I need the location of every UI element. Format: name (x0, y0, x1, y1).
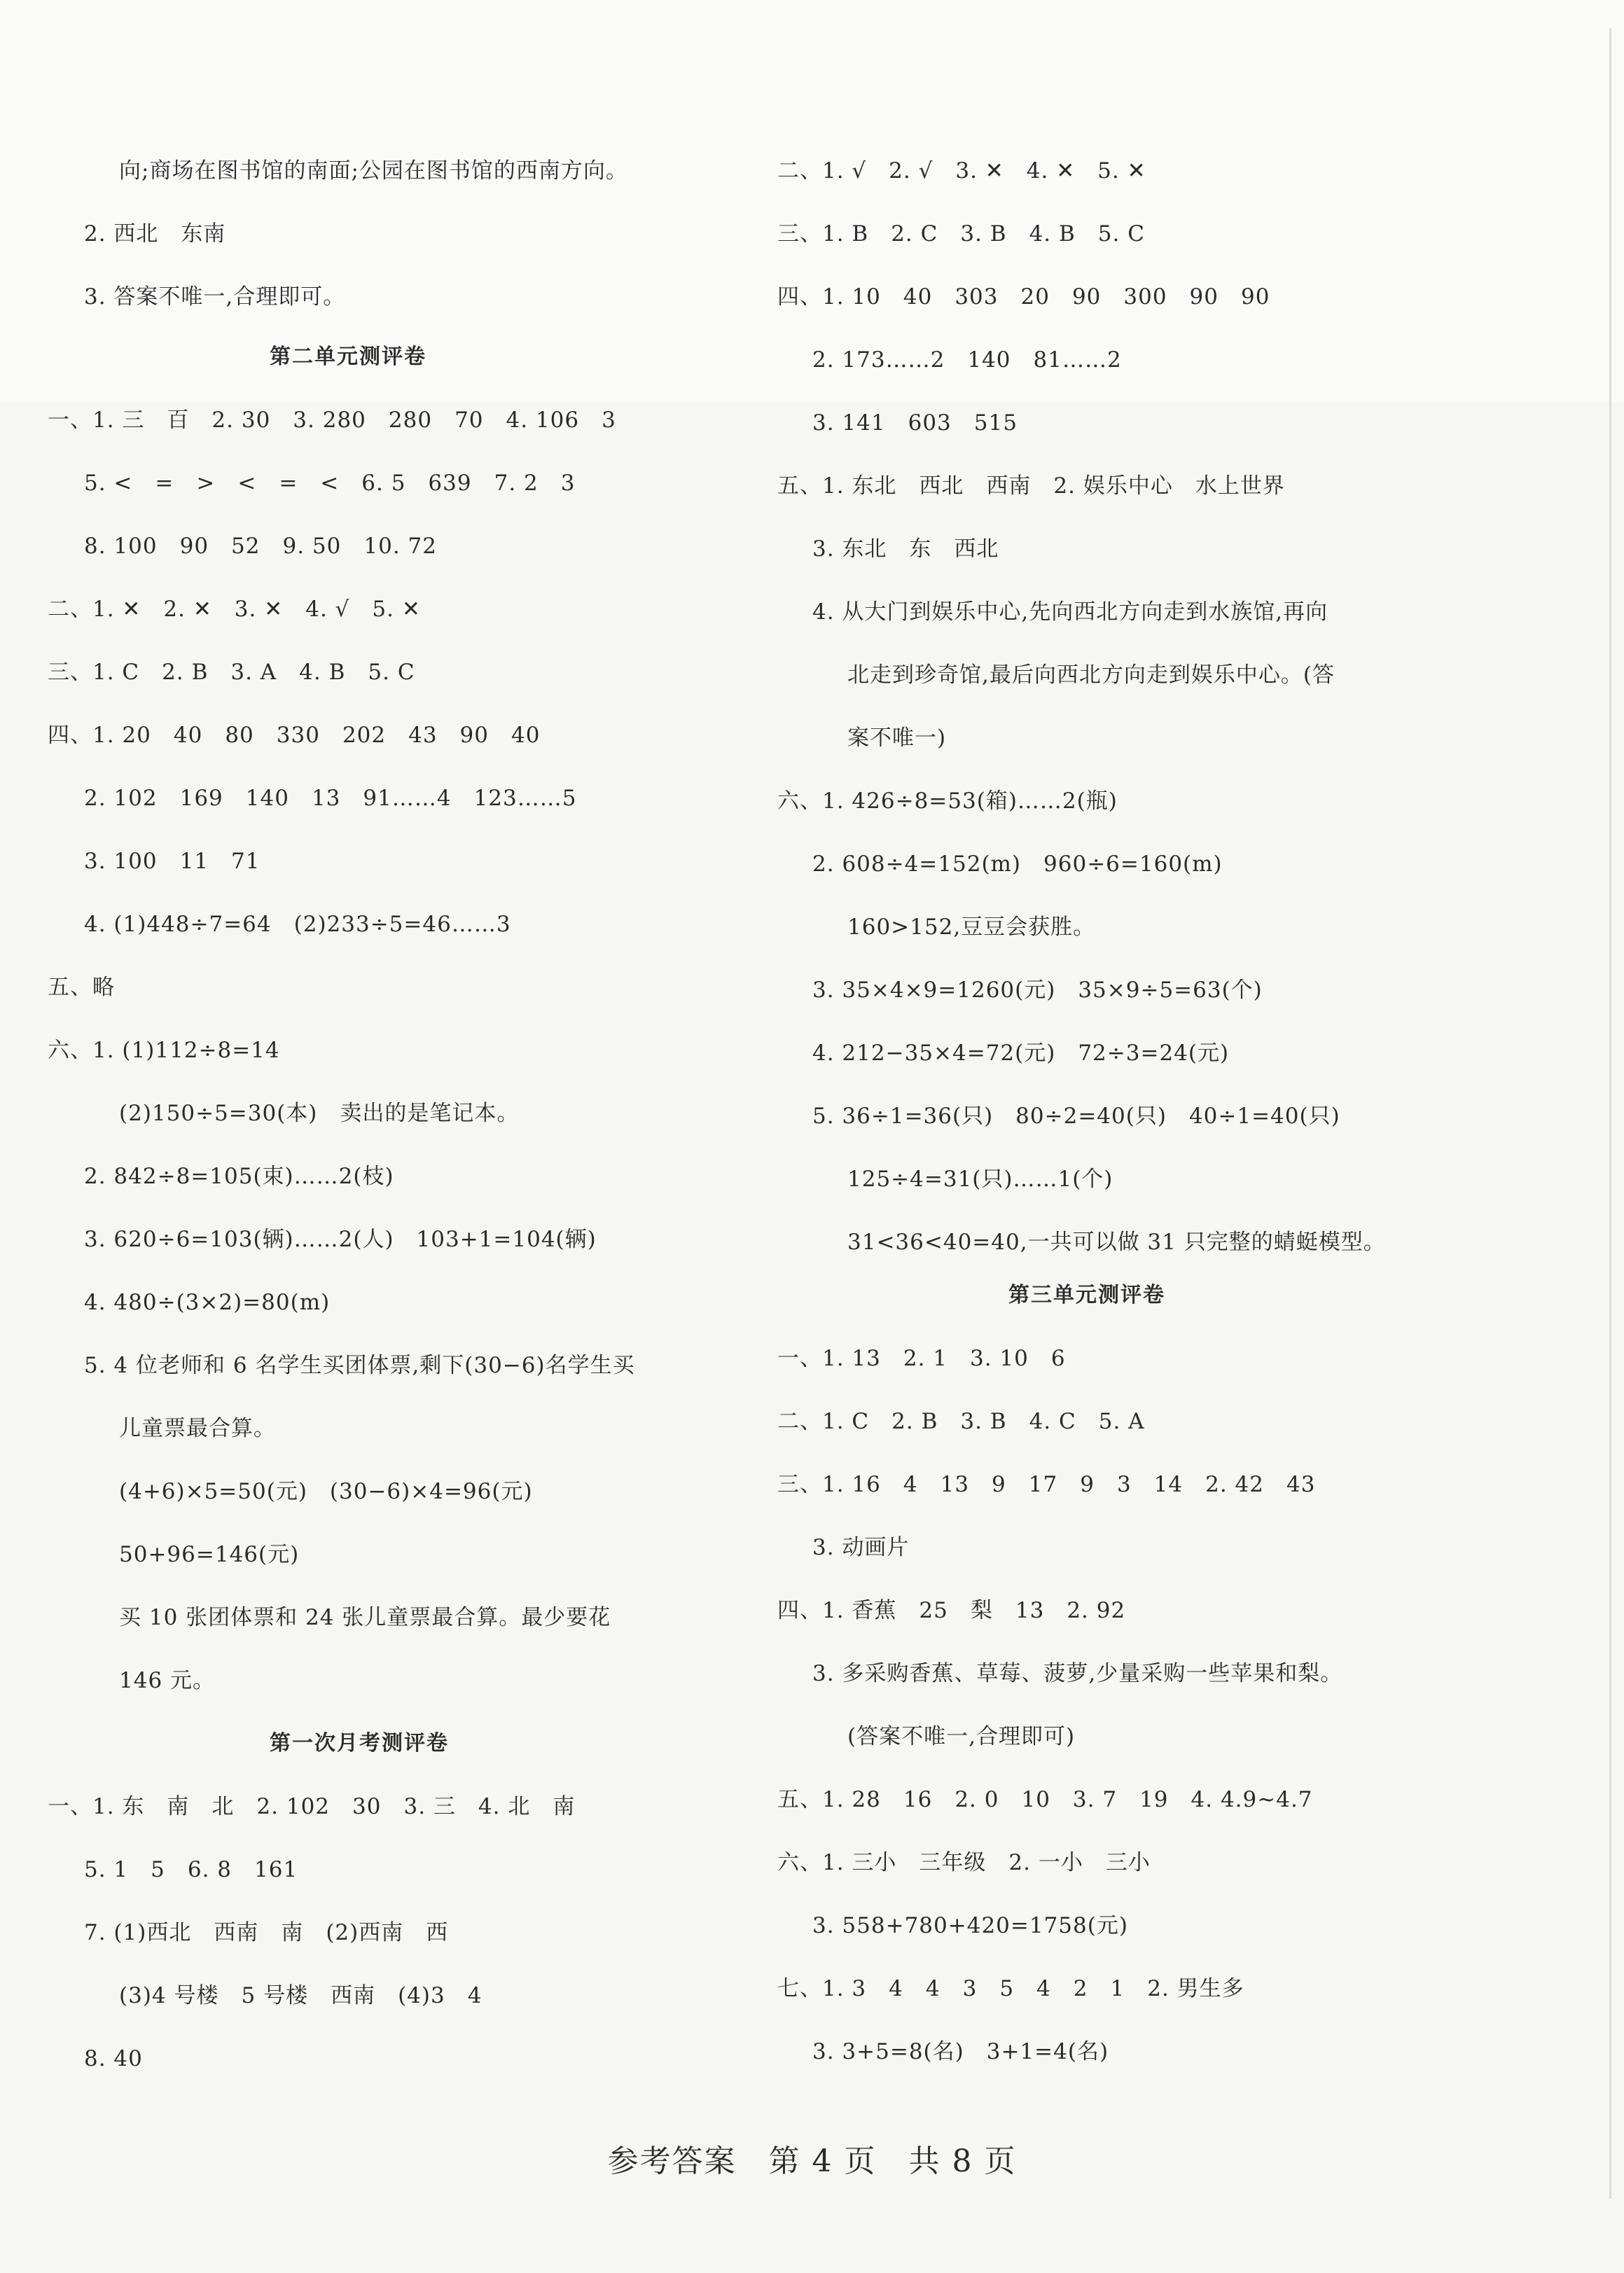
answer-line: 二、1. C 2. B 3. B 4. C 5. A (777, 1409, 1145, 1434)
answer-line: (3)4 号楼 5 号楼 西南 (4)3 4 (119, 1983, 483, 2008)
answer-line: 3. 620÷6=103(辆)……2(人) 103+1=104(辆) (84, 1227, 597, 1252)
page-footer: 参考答案 第 4 页 共 8 页 (607, 2143, 1017, 2179)
answer-line: 7. (1)西北 西南 南 (2)西南 西 (84, 1920, 449, 1945)
answer-line: 二、1. √ 2. √ 3. ✕ 4. ✕ 5. ✕ (777, 158, 1146, 183)
answer-line: 146 元。 (119, 1668, 216, 1693)
answer-line: 案不唯一) (847, 725, 947, 751)
answer-line: 3. 动画片 (812, 1535, 910, 1560)
answer-line: 8. 100 90 52 9. 50 10. 72 (84, 534, 437, 559)
answer-line: 一、1. 13 2. 1 3. 10 6 (777, 1346, 1066, 1371)
answer-line: 三、1. 16 4 13 9 17 9 3 14 2. 42 43 (777, 1472, 1316, 1497)
answer-line: 4. (1)448÷7=64 (2)233÷5=46……3 (84, 912, 511, 937)
page-edge-shadow (1609, 28, 1611, 2199)
answer-line: 2. 842÷8=105(束)……2(枝) (84, 1164, 394, 1189)
answer-line: 125÷4=31(只)……1(个) (847, 1167, 1113, 1192)
answer-line: 六、1. 三小 三年级 2. 一小 三小 (777, 1850, 1151, 1875)
answer-line: 北走到珍奇馆,最后向西北方向走到娱乐中心。(答 (847, 662, 1335, 688)
answer-line: 2. 102 169 140 13 91……4 123……5 (84, 786, 577, 811)
section-heading: 第三单元测评卷 (1008, 1283, 1165, 1307)
answer-line: 五、1. 28 16 2. 0 10 3. 7 19 4. 4.9~4.7 (777, 1787, 1313, 1812)
answer-line: 160>152,豆豆会获胜。 (847, 915, 1096, 940)
answer-line: 四、1. 10 40 303 20 90 300 90 90 (777, 284, 1270, 310)
answer-line: 三、1. C 2. B 3. A 4. B 5. C (48, 660, 415, 685)
answer-line: 5. 1 5 6. 8 161 (84, 1857, 298, 1882)
answer-line: 七、1. 3 4 4 3 5 4 2 1 2. 男生多 (777, 1976, 1244, 2001)
answer-line: 五、1. 东北 西北 西南 2. 娱乐中心 水上世界 (777, 473, 1285, 499)
answer-line: 3. 558+780+420=1758(元) (812, 1913, 1128, 1938)
answer-line: 二、1. ✕ 2. ✕ 3. ✕ 4. √ 5. ✕ (48, 597, 421, 622)
upper-page-fold (0, 0, 1624, 403)
answer-line: 8. 40 (84, 2046, 143, 2071)
answer-line: 六、1. (1)112÷8=14 (48, 1038, 280, 1063)
answer-line: (4+6)×5=50(元) (30−6)×4=96(元) (119, 1479, 533, 1504)
answer-line: 3. 答案不唯一,合理即可。 (84, 284, 346, 310)
answer-line: 五、略 (48, 975, 115, 1000)
answer-line: 4. 212−35×4=72(元) 72÷3=24(元) (812, 1041, 1230, 1066)
answer-line: 5. 36÷1=36(只) 80÷2=40(只) 40÷1=40(只) (812, 1104, 1340, 1129)
answer-line: 买 10 张团体票和 24 张儿童票最合算。最少要花 (119, 1605, 611, 1630)
section-heading: 第二单元测评卷 (270, 345, 426, 369)
answer-line: 3. 东北 东 西北 (812, 536, 999, 562)
answer-line: 三、1. B 2. C 3. B 4. B 5. C (777, 221, 1145, 246)
answer-line: 向;商场在图书馆的南面;公园在图书馆的西南方向。 (119, 158, 628, 183)
answer-line: 四、1. 20 40 80 330 202 43 90 40 (48, 723, 541, 748)
answer-line: 5. < = > < = < 6. 5 639 7. 2 3 (84, 471, 576, 496)
answer-line: 四、1. 香蕉 25 梨 13 2. 92 (777, 1598, 1126, 1623)
answer-line: 31<36<40=40,一共可以做 31 只完整的蜻蜓模型。 (847, 1230, 1386, 1255)
answer-line: 50+96=146(元) (119, 1542, 300, 1567)
answer-line: 3. 141 603 515 (812, 410, 1018, 436)
answer-line: 一、1. 三 百 2. 30 3. 280 280 70 4. 106 3 (48, 408, 616, 433)
answer-line: 4. 从大门到娱乐中心,先向西北方向走到水族馆,再向 (812, 599, 1328, 625)
answer-line: 2. 173……2 140 81……2 (812, 347, 1122, 373)
answer-line: 一、1. 东 南 北 2. 102 30 3. 三 4. 北 南 (48, 1794, 576, 1819)
answer-line: 2. 608÷4=152(m) 960÷6=160(m) (812, 851, 1223, 877)
section-heading: 第一次月考测评卷 (270, 1731, 449, 1756)
answer-line: 4. 480÷(3×2)=80(m) (84, 1290, 331, 1315)
answer-line: 3. 多采购香蕉、草莓、菠萝,少量采购一些苹果和梨。 (812, 1661, 1343, 1686)
answer-line: 六、1. 426÷8=53(箱)……2(瓶) (777, 788, 1118, 814)
answer-line: 2. 西北 东南 (84, 221, 226, 246)
answer-line: 5. 4 位老师和 6 名学生买团体票,剩下(30−6)名学生买 (84, 1353, 635, 1378)
answer-line: 儿童票最合算。 (119, 1416, 276, 1441)
answer-line: 3. 35×4×9=1260(元) 35×9÷5=63(个) (812, 978, 1263, 1003)
answer-line: 3. 3+5=8(名) 3+1=4(名) (812, 2039, 1109, 2064)
answer-line: (答案不唯一,合理即可) (847, 1724, 1076, 1749)
answer-line: (2)150÷5=30(本) 卖出的是笔记本。 (119, 1101, 520, 1126)
answer-line: 3. 100 11 71 (84, 849, 261, 874)
